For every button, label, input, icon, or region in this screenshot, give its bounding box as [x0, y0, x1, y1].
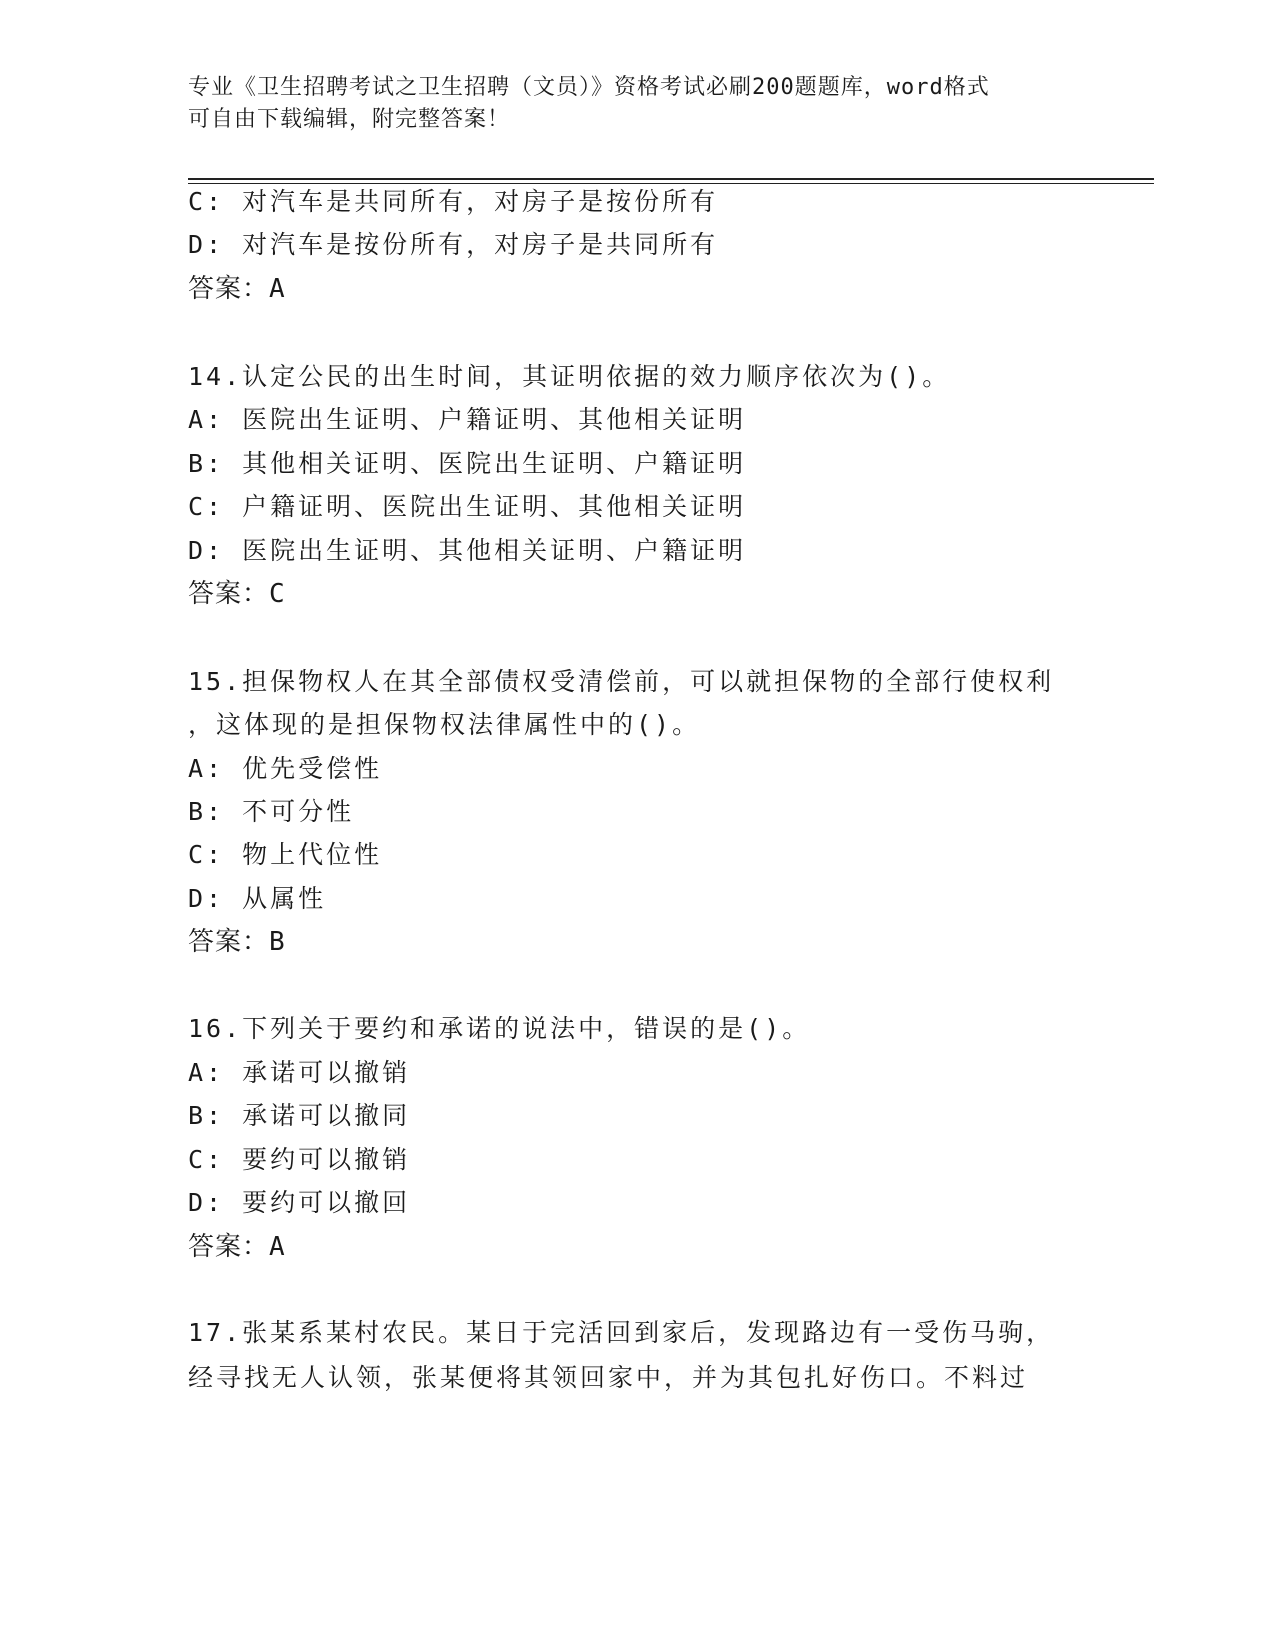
q14-option-c: C: 户籍证明、医院出生证明、其他相关证明 — [188, 492, 747, 521]
q16-stem: 16.下列关于要约和承诺的说法中，错误的是()。 — [188, 1014, 811, 1043]
q14-answer — [188, 577, 286, 611]
answer-label: 答案： — [188, 579, 270, 609]
answer-label: 答案： — [188, 274, 270, 304]
q15-stem-line-2: ，这体现的是担保物权法律属性中的()。 — [188, 710, 701, 739]
q14-option-d: D: 医院出生证明、其他相关证明、户籍证明 — [188, 536, 747, 565]
q13-option-d: D: 对汽车是按份所有，对房子是共同所有 — [188, 230, 719, 259]
q15-option-b: B: 不可分性 — [188, 797, 355, 826]
q13-answer — [188, 272, 286, 306]
q16-option-c: C: 要约可以撤销 — [188, 1145, 411, 1174]
answer-value: A — [269, 274, 286, 304]
answer-value: B — [269, 927, 286, 957]
answer-value: C — [269, 579, 286, 609]
page-header — [188, 72, 1088, 136]
q16-option-d: D: 要约可以撤回 — [188, 1188, 411, 1217]
q17-stem-line-1: 17.张某系某村农民。某日于完活回到家后，发现路边有一受伤马驹， — [188, 1318, 1055, 1347]
q14-option-b: B: 其他相关证明、医院出生证明、户籍证明 — [188, 449, 747, 478]
q17-stem-line-2: 经寻找无人认领，张某便将其领回家中，并为其包扎好伤口。不料过 — [188, 1363, 1029, 1392]
answer-label: 答案： — [188, 927, 270, 957]
q16-option-b: B: 承诺可以撤同 — [188, 1101, 411, 1130]
header-divider-thin — [188, 183, 1154, 184]
header-divider-thick — [188, 178, 1154, 180]
q15-option-d: D: 从属性 — [188, 884, 327, 913]
q13-option-c: C: 对汽车是共同所有，对房子是按份所有 — [188, 187, 719, 216]
q15-option-a: A: 优先受偿性 — [188, 754, 383, 783]
q14-option-a: A: 医院出生证明、户籍证明、其他相关证明 — [188, 405, 747, 434]
answer-value: A — [269, 1232, 286, 1262]
header-line-1: 专业《卫生招聘考试之卫生招聘（文员）》资格考试必刷200题题库，word格式 — [188, 75, 990, 100]
q15-answer — [188, 925, 286, 959]
q14-stem: 14.认定公民的出生时间，其证明依据的效力顺序依次为()。 — [188, 362, 951, 391]
q16-option-a: A: 承诺可以撤销 — [188, 1058, 411, 1087]
q16-answer — [188, 1230, 286, 1264]
header-line-2: 可自由下载编辑，附完整答案！ — [188, 107, 511, 132]
q15-stem-line-1: 15.担保物权人在其全部债权受清偿前，可以就担保物的全部行使权利 — [188, 667, 1055, 696]
answer-label: 答案： — [188, 1232, 270, 1262]
q15-option-c: C: 物上代位性 — [188, 840, 383, 869]
